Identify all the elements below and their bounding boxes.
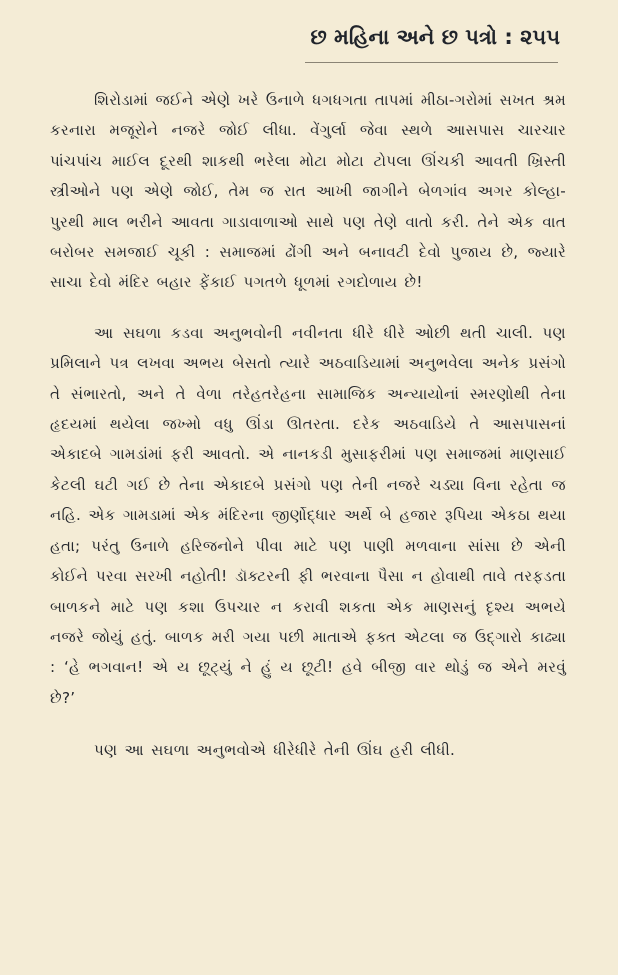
header-rule bbox=[305, 62, 558, 63]
paragraph-3: પણ આ સઘળા અનુભવોએ ધીરેધીરે તેની ઊંઘ હરી લીધી. bbox=[94, 741, 456, 760]
paragraph-1: શિરોડામાં જઈને એણે ખરે ઉનાળે ધગધગતા તાપમાં મીઠા-ગરોમાં સખત શ્રમ કરનારા મજૂરોને નજરે જોઈ લીધા. વેંગુર્લા જેવા સ્થળે આસપાસ ચારચાર પાંચપાંચ માઈલ દૂરથી શાકથી ભરેલા મોટા મોટા ટોપલા ઊંચકી આવતી ખ્રિસ્તી સ્ત્રીઓને પણ એણે જોઈ, તેમ જ રાત આખી જાગીને બેળગાંવ અગર કોલ્હા-પુરથી માલ ભરીને આવતા ગાડાવાળાઓ સાથે પણ તેણે વાતો કરી. તેને એક વાત બરોબર સમજાઈ ચૂકી : સમાજમાં ઢોંગી અને બનાવટી દેવો પુજાય છે, જ્યારે સાચા દેવો મંદિર બહાર ફેંકાઈ પગતળે ધૂળમાં રગદોળાય છે! bbox=[50, 91, 567, 292]
paragraph-2: આ સઘળા કડવા અનુભવોની નવીનતા ધીરે ધીરે ઓછી થતી ચાલી. પણ પ્રમિલાને પત્ર લખવા અભય બેસતો ત્યારે અઠવાડિયામાં અનુભવેલા અનેક પ્રસંગો તે સંભારતો, અને તે વેળા તરેહતરેહના સામાજિક અન્યાયોનાં સ્મરણોથી તેના હૃદયમાં થયેલા જખ્મો વધુ ઊંડા ઊતરતા. દરેક અઠવાડિયે તે આસપાસનાં એકાદબે ગામડાંમાં ફરી આવતો. એ નાનકડી મુસાફરીમાં પણ સમાજમાં માણસાઈ કેટલી ઘટી ગઈ છે તેના એકાદબે પ્રસંગો પણ તેની નજરે ચડ્યા વિના રહેતા જ નહિ. એક ગામડામાં એક મંદિરના જીર્ણોદ્ધાર અર્થે બે હજાર રૂપિયા એકઠા થયા હતા; પરંતુ ઉનાળે હરિજનોને પીવા માટે પણ પાણી મળવાના સાંસા છે એની કોઈને પરવા સરખી નહોતી! ડૉક્ટરની ફી ભરવાના પૈસા ન હોવાથી તાવે તરફડતા બાળકને માટે પણ કશા ઉપચાર ન કરાવી શકતા એક માણસનું દૃશ્ય અભયે નજરે જોયું હતું. બાળક મરી ગયા પછી માતાએ ફક્ત એટલા જ ઉદ્ગારો કાઢ્યા : ‘હે ભગવાન! એ ય છૂટ્યું ને હું ય છૂટી! હવે બીજી વાર થોડું જ એને મરવું છે?’ bbox=[50, 323, 566, 707]
running-header: છ મહિના અને છ પત્રો : ૨૫૫ bbox=[310, 25, 560, 49]
